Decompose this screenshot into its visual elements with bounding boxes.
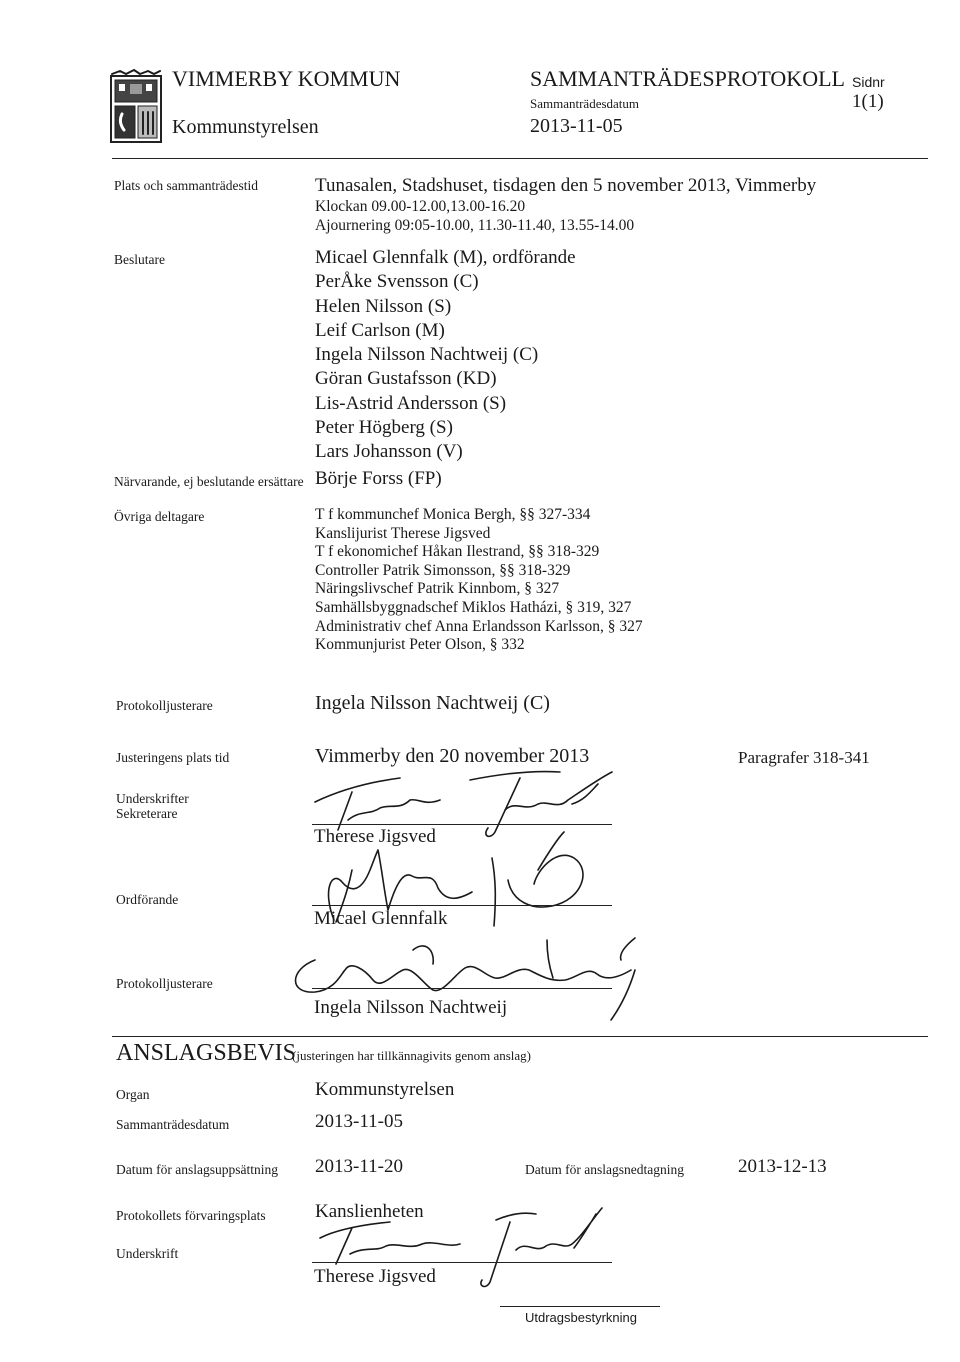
extract-line (500, 1306, 660, 1307)
adjuster-sign-label: Protokolljusterare (116, 976, 213, 991)
other-participant: Kanslijurist Therese Jigsved (315, 524, 491, 542)
other-participant: Näringslivschef Patrik Kinnbom, § 327 (315, 580, 560, 598)
paragraphs-value: Paragrafer 318-341 (738, 748, 870, 767)
place-label: Plats och sammanträdestid (114, 178, 258, 193)
other-participant: Kommunjurist Peter Olson, § 332 (315, 636, 525, 654)
decider-member: PerÅke Svensson (C) (315, 271, 479, 293)
page-number-label: Sidnr (852, 74, 885, 90)
storage-label: Protokollets förvaringsplats (116, 1208, 266, 1223)
notice-title: ANSLAGSBEVIS (116, 1040, 297, 1066)
deciders-label: Beslutare (114, 252, 165, 267)
municipal-crest-logo (110, 70, 162, 144)
adjustment-label: Justeringens plats tid (116, 750, 230, 765)
notice-divider (112, 1036, 928, 1037)
decider-member: Lars Johansson (V) (315, 441, 463, 463)
header-divider (112, 158, 928, 159)
chair-label: Ordförande (116, 892, 179, 907)
other-participant: Samhällsbyggnadschef Miklos Hatházi, § 319, 327 (315, 598, 632, 616)
notice-subtitle: (justeringen har tillkännagivits genom anslag) (292, 1048, 531, 1063)
other-participant: Controller Patrik Simonsson, §§ 318-329 (315, 561, 571, 579)
storage-value: Kanslienheten (315, 1201, 424, 1222)
other-participant: Administrativ chef Anna Erlandsson Karlsson, § 327 (315, 617, 643, 635)
notice-date-label: Sammanträdesdatum (116, 1117, 230, 1132)
notice-signer-name: Therese Jigsved (314, 1266, 436, 1287)
municipality-name: VIMMERBY KOMMUN (172, 66, 401, 91)
organ-value: Kommunstyrelsen (315, 1079, 455, 1100)
adjustment-value: Vimmerby den 20 november 2013 (315, 745, 590, 767)
board-name: Kommunstyrelsen (172, 116, 319, 138)
decider-member: Micael Glennfalk (M), ordförande (315, 247, 576, 268)
signature-label: Underskrift (116, 1246, 179, 1261)
adjuster-label: Protokolljusterare (116, 698, 213, 713)
decider-member: Leif Carlson (M) (315, 319, 445, 341)
meeting-date-label: Sammanträdesdatum (530, 96, 640, 111)
decider-member: Ingela Nilsson Nachtweij (C) (315, 344, 539, 366)
notice-signature-line (312, 1262, 612, 1263)
posting-date-value: 2013-11-20 (315, 1156, 403, 1177)
other-participant: T f kommunchef Monica Bergh, §§ 327-334 (315, 506, 591, 523)
meeting-date: 2013-11-05 (530, 115, 623, 137)
secretary-label: Sekreterare (116, 806, 178, 821)
substitutes-value: Börje Forss (FP) (315, 468, 442, 489)
document-title: SAMMANTRÄDESPROTOKOLL (530, 66, 845, 91)
chair-name: Micael Glennfalk (314, 908, 448, 929)
adjuster-signature-line (312, 988, 612, 989)
others-list (315, 506, 643, 655)
page-number: 1(1) (852, 91, 884, 112)
decider-member: Lis-Astrid Andersson (S) (315, 392, 507, 414)
adjuster-value: Ingela Nilsson Nachtweij (C) (315, 692, 550, 714)
substitutes-label: Närvarande, ej beslutande ersättare (114, 474, 304, 489)
removal-date-value: 2013-12-13 (738, 1156, 827, 1177)
chair-signature-line (312, 905, 612, 906)
decider-member: Peter Högberg (S) (315, 417, 453, 439)
other-participant: T f ekonomichef Håkan Ilestrand, §§ 318-329 (315, 543, 600, 561)
posting-date-label: Datum för anslagsuppsättning (116, 1162, 278, 1177)
secretary-name: Therese Jigsved (314, 826, 436, 847)
place-line: Ajournering 09:05-10.00, 11.30-11.40, 13.55-14.00 (315, 217, 635, 234)
others-label: Övriga deltagare (114, 509, 205, 524)
deciders-list (315, 246, 576, 465)
secretary-signature-line (312, 824, 612, 825)
decider-member: Göran Gustafsson (KD) (315, 368, 497, 390)
signatures-label: Underskrifter (116, 791, 189, 806)
adjuster-name: Ingela Nilsson Nachtweij (314, 997, 508, 1018)
organ-label: Organ (116, 1087, 150, 1102)
extract-label: Utdragsbestyrkning (525, 1310, 637, 1325)
removal-date-label: Datum för anslagsnedtagning (525, 1162, 684, 1177)
decider-member: Helen Nilsson (S) (315, 295, 452, 317)
place-line: Klockan 09.00-12.00,13.00-16.20 (315, 198, 526, 215)
notice-date-value: 2013-11-05 (315, 1111, 403, 1132)
place-line: Tunasalen, Stadshuset, tisdagen den 5 november 2013, Vimmerby (315, 175, 817, 196)
place-lines (315, 175, 816, 235)
